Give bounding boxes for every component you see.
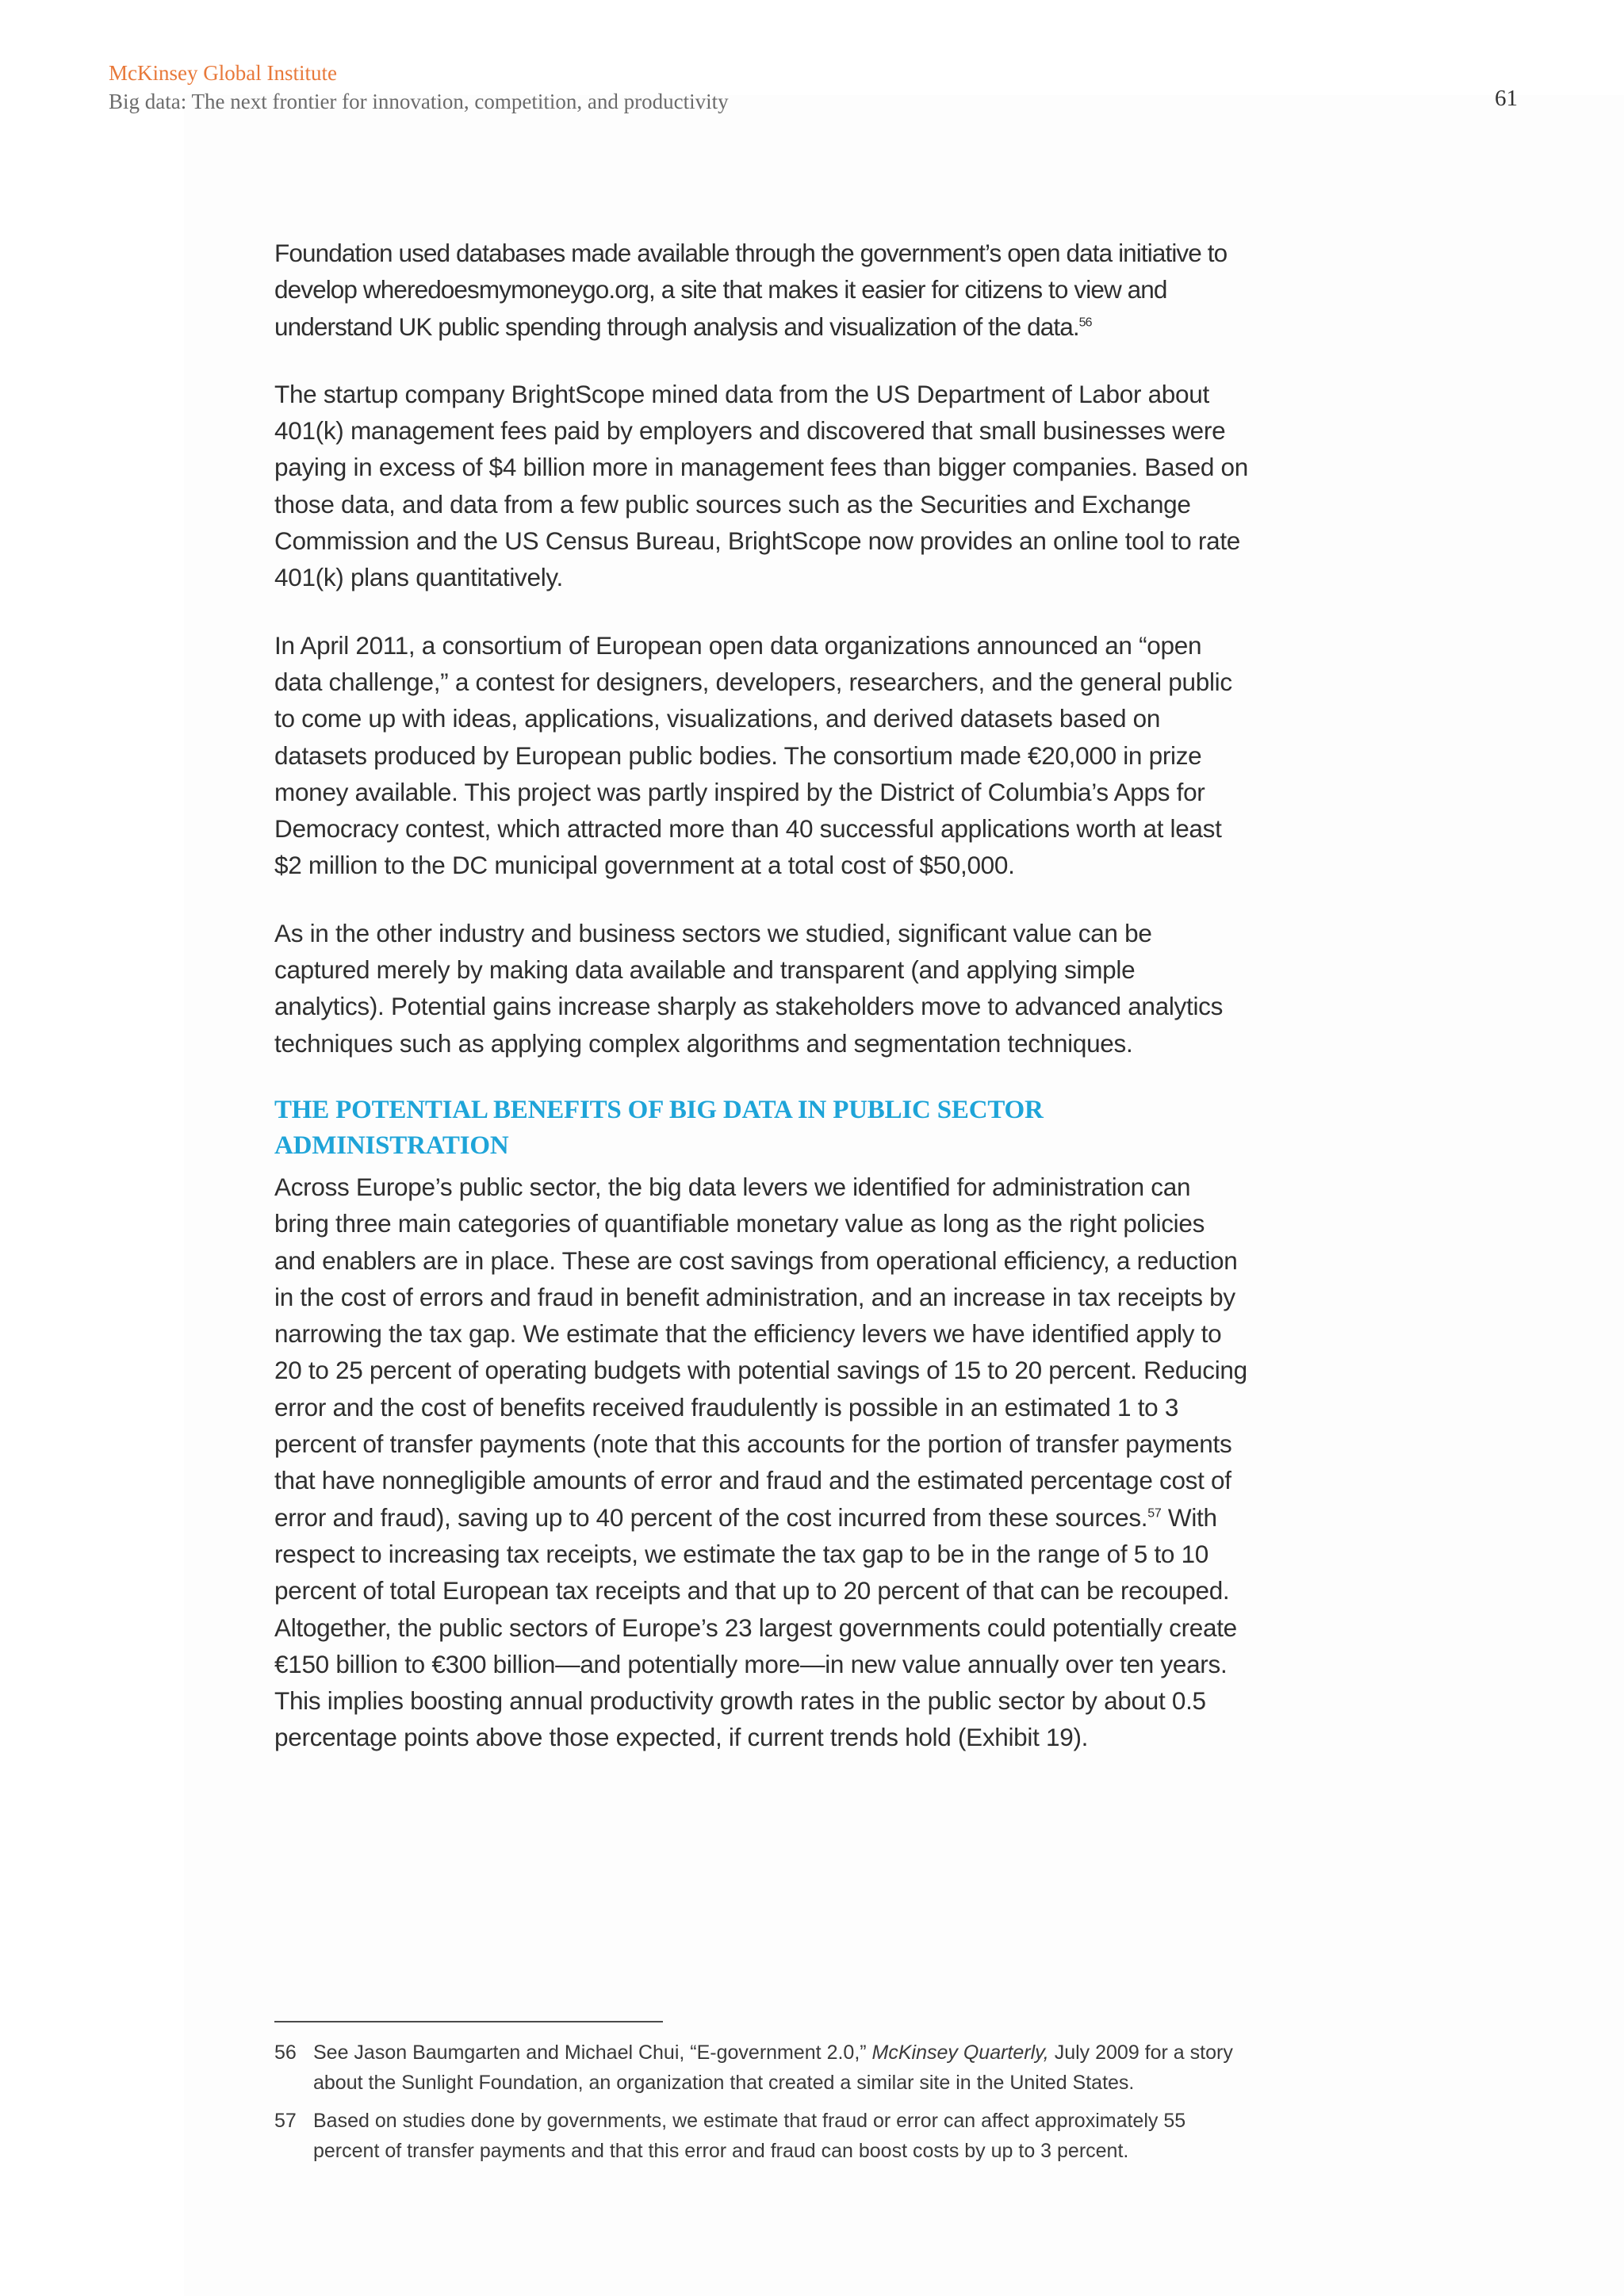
paragraph-brightscope: The startup company BrightScope mined data from the US Department of Labor about 401(k) management fees paid by employers and discovered that small businesses were paying in excess of $4 billion more in management fees than bigger companies. Based on those data, and data from a few public sources such as the Securities and Exchange Commission and the US Census Bureau, BrightScope now provides an online tool to rate 401(k) plans quantitatively.	[274, 379, 1248, 592]
paragraph-text: Across Europe’s public sector, the big data levers we identified for administration can bring three main categories of quantifiable monetary value as long as the right policies and enablers are in place. These are cost savings from operational efficiency, a reduction in the cost of errors and fraud in benefit administration, and an increase in tax receipts by narrowing the tax gap. We estimate that the efficiency levers we have identified apply to 20 to 25 percent of operating budgets with potential savings of 15 to 20 percent. Reducing error and the cost of benefits received fraudulently is possible in an estimated 1 to 3 percent of transfer payments (note that this accounts for the portion of transfer payments that have nonnegligible amounts of error and fraud and the estimated percentage cost of error and fraud), saving up to 40 percent of the cost incurred from these sources.	[274, 1172, 1247, 1532]
footnotes	[274, 2038, 1250, 2174]
footnote-reference-57[interactable]: 57	[1147, 1506, 1162, 1521]
footnote-text-part: See Jason Baumgarten and Michael Chui, “E-government 2.0,”	[313, 2042, 872, 2064]
page-number: 61	[1495, 86, 1518, 111]
publisher-name: McKinsey Global Institute	[109, 61, 337, 85]
footnote-text: Based on studies done by governments, we estimate that fraud or error can affect approximately 55 percent of transfer payments and that this error and fraud can boost costs by up to 3 percent.	[313, 2110, 1186, 2162]
footnote-text-part: July 2009 for a story about the Sunlight Foundation, an organization that created a similar site in the United States.	[313, 2042, 1233, 2094]
footnote-reference-56[interactable]: 56	[1078, 316, 1092, 330]
paragraph-text-continued: With respect to increasing tax receipts, we estimate the tax gap to be in the range of 5 to 10 percent of total European tax receipts and that up to 20 percent of that can be recouped. Altogether, the public sectors of Europe’s 23 largest governments could potentially create €150 billion to €300 billion—and potentially more—in new value annually over ten years. This implies boosting annual productivity growth rates in the public sector by about 0.5 percentage points above those expected, if current trends hold (Exhibit 19).	[274, 1502, 1237, 1752]
section-heading: THE POTENTIAL BENEFITS OF BIG DATA IN PUBLIC SECTOR ADMINISTRATION	[274, 1095, 1044, 1160]
paragraph-value-capture: As in the other industry and business sectors we studied, significant value can be captured merely by making data available and transparent (and applying simple analytics). Potential gains increase sharply as stakeholders move to advanced analytics techniques such as applying complex algorithms and segmentation techniques.	[274, 918, 1224, 1058]
footnote-divider	[274, 2021, 663, 2022]
footnote-57	[274, 2106, 1250, 2166]
footnote-text	[313, 2038, 1250, 2098]
publication-title: McKinsey Quarterly,	[871, 2042, 1049, 2064]
paragraph-open-data-challenge: In April 2011, a consortium of European open data organizations announced an “open data challenge,” a contest for designers, developers, researchers, and the general public to come up with ideas, applications, visualizations, and derived datasets based on datasets produced by European public bodies. The consortium made €20,000 in prize money available. This project was partly inspired by the District of Columbia’s Apps for Democracy contest, which attracted more than 40 successful applications worth at least $2 million to the DC municipal government at a total cost of $50,000.	[274, 630, 1232, 880]
main-body	[274, 235, 1250, 1787]
paragraph-open-data-uk	[274, 235, 1250, 345]
report-title: Big data: The next frontier for innovation, competition, and productivity	[109, 90, 729, 113]
running-header	[109, 59, 729, 116]
footnote-number: 56	[274, 2042, 297, 2064]
paragraph-public-sector-benefits	[274, 1169, 1250, 1756]
paragraph-text: Foundation used databases made available through the government’s open data initiative to develop wheredoesmymoneygo.org, a site that makes it easier for citizens to view and understand UK public spending through analysis and visualization of the data.	[274, 239, 1228, 341]
footnote-number: 57	[274, 2110, 297, 2132]
footnote-56	[274, 2038, 1250, 2098]
